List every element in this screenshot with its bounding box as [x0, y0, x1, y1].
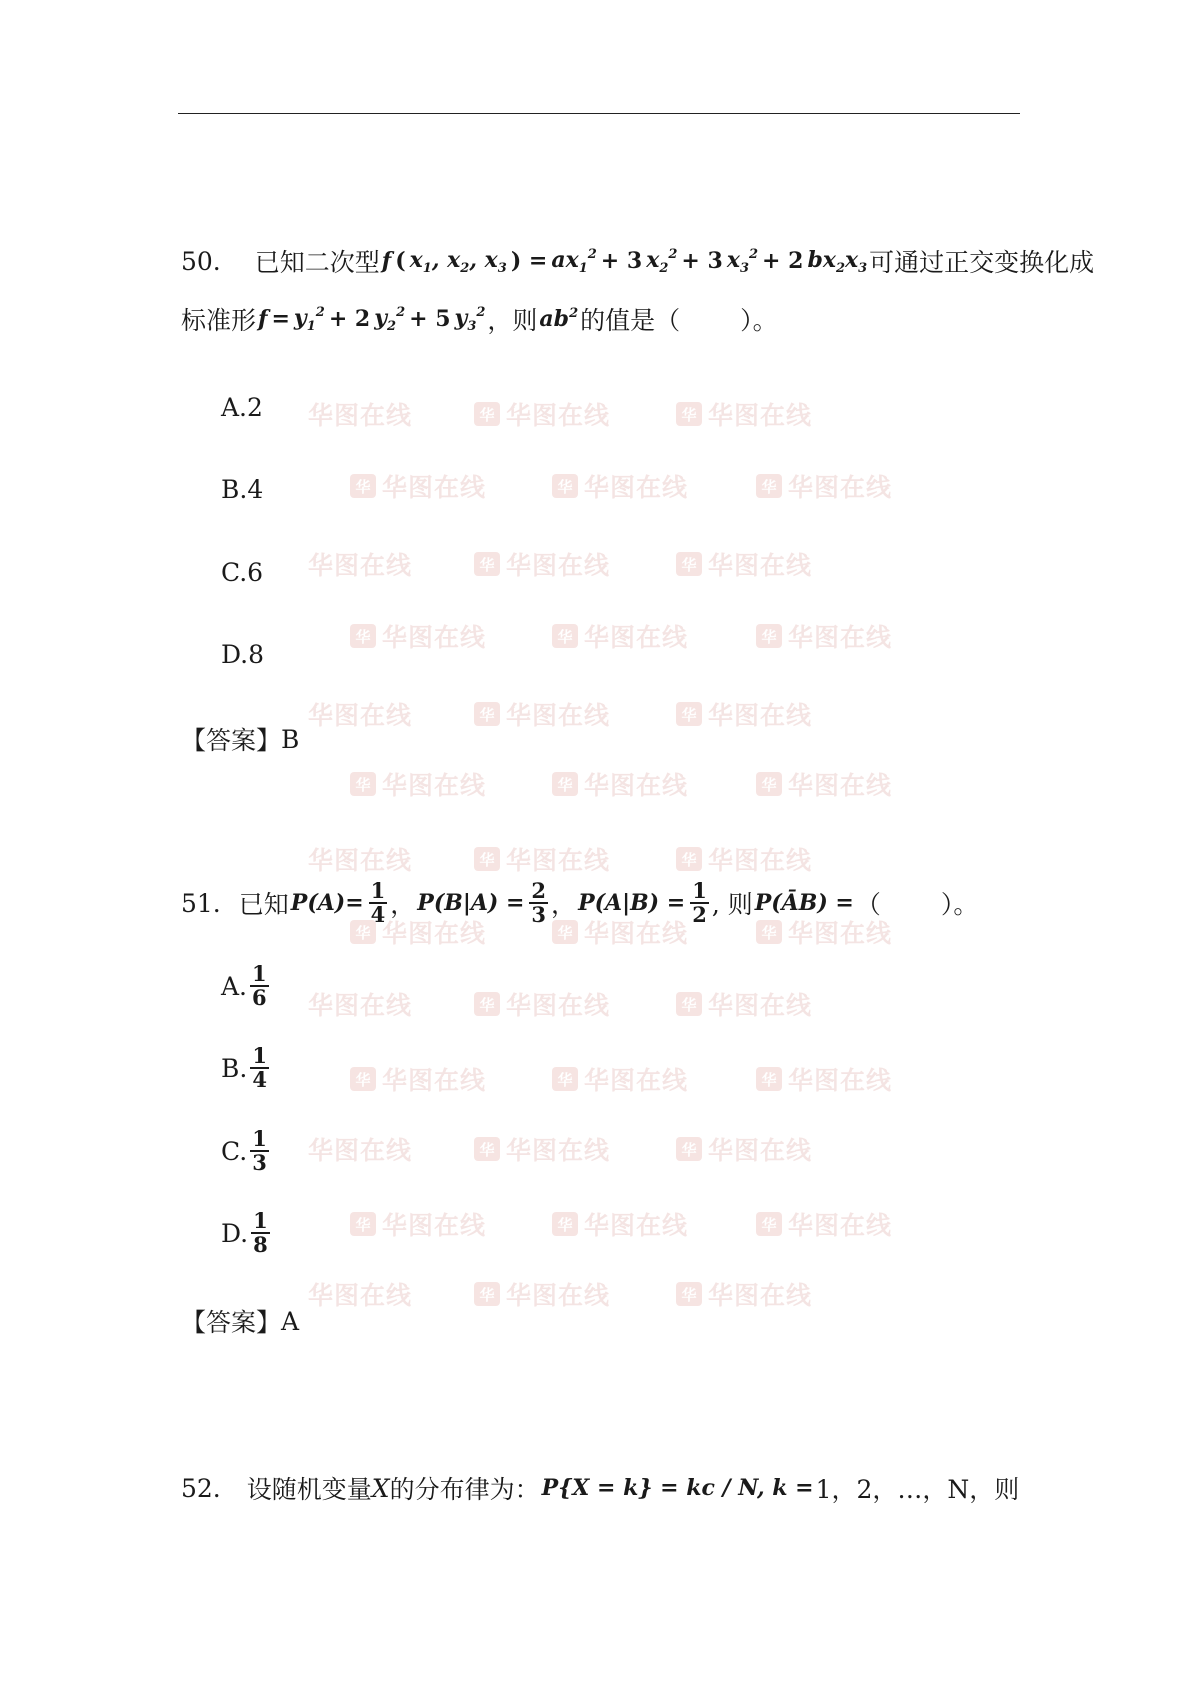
watermark-text: 华图在线	[308, 401, 413, 430]
watermark-logo-icon: 华	[676, 552, 702, 576]
watermark-text: 华图在线	[506, 701, 611, 730]
watermark-text: 华图在线	[308, 991, 413, 1020]
random-variable: X	[371, 1473, 390, 1503]
watermark-logo-icon: 华	[756, 624, 782, 648]
watermark-logo	[676, 986, 812, 1022]
watermark-text: 华图在线	[708, 846, 813, 875]
watermark-text: 华图在线	[382, 919, 487, 948]
watermark-text: 华图在线	[506, 551, 611, 580]
option-b[interactable]: B.4	[221, 475, 264, 504]
watermark-logo	[552, 618, 688, 654]
watermark-logo	[474, 546, 610, 582]
watermark-logo	[552, 1206, 688, 1242]
answer-value: B	[281, 724, 300, 754]
answer-line	[181, 721, 299, 757]
watermark-text: 华图在线	[308, 701, 413, 730]
fraction: $\frac{1}{3}$	[252, 1126, 267, 1176]
watermark-logo	[350, 618, 486, 654]
watermark-text: 华图在线	[308, 551, 413, 580]
watermark-logo	[676, 396, 812, 432]
watermark-logo-icon: 华	[756, 772, 782, 796]
watermark-text: 华图在线	[584, 771, 689, 800]
watermark-logo	[756, 468, 892, 504]
watermark-logo	[474, 986, 610, 1022]
watermark-text: 华图在线	[788, 771, 893, 800]
watermark-text: 华图在线	[506, 1136, 611, 1165]
watermark-text: 华图在线	[788, 473, 893, 502]
fraction: $\frac{1}{4}$	[252, 1043, 267, 1093]
question-number: 50.	[181, 246, 221, 276]
fraction: $\frac{2}{3}$	[531, 878, 547, 928]
watermark-text: 华图在线	[506, 401, 611, 430]
answer-label: 【答案】	[181, 726, 282, 755]
watermark-logo-icon: 华	[350, 1212, 376, 1236]
watermark-logo-icon: 华	[756, 1067, 782, 1091]
watermark-logo-icon: 华	[474, 552, 500, 576]
watermark-logo	[308, 986, 412, 1022]
watermark-logo-icon: 华	[474, 402, 500, 426]
question-50-line-2: 标准形 f = $y_1^2$ + 2 $y_2^2$ + 5 $y_3^2$ ，则 $ab^2$ 的值是（ ）。	[181, 304, 778, 335]
watermark-logo	[676, 1276, 812, 1312]
header-rule	[178, 113, 1020, 114]
watermark-text: 华图在线	[382, 623, 487, 652]
watermark-logo-icon: 华	[756, 920, 782, 944]
watermark-logo-icon: 华	[474, 847, 500, 871]
watermark-logo	[350, 766, 486, 802]
watermark-text: 华图在线	[584, 919, 689, 948]
watermark-logo	[308, 1276, 412, 1312]
watermark-logo	[474, 396, 610, 432]
fraction: $\frac{1}{4}$	[370, 878, 386, 928]
option-c[interactable]: C. $\frac{1}{3}$	[221, 1126, 267, 1176]
watermark-logo-icon: 华	[676, 847, 702, 871]
watermark-logo	[474, 1131, 610, 1167]
watermark-logo	[552, 1061, 688, 1097]
watermark-logo-icon: 华	[350, 474, 376, 498]
fraction: $\frac{1}{2}$	[692, 878, 707, 928]
watermark-logo-icon: 华	[552, 624, 578, 648]
watermark-logo	[676, 546, 812, 582]
watermark-logo	[756, 1206, 892, 1242]
watermark-logo-icon: 华	[552, 772, 578, 796]
question-number: 51.	[181, 888, 221, 918]
watermark-logo	[350, 468, 486, 504]
question-52-line-1: 52. 设随机变量 X 的分布律为： P{X = k} = kc / N, k = 1，2，…，N，则	[181, 1473, 1020, 1504]
watermark-logo	[308, 696, 412, 732]
watermark-logo-icon: 华	[552, 1067, 578, 1091]
watermark-logo-icon: 华	[676, 992, 702, 1016]
option-a[interactable]: A.2	[221, 393, 263, 422]
watermark-logo-icon: 华	[552, 474, 578, 498]
watermark-logo-icon: 华	[756, 1212, 782, 1236]
watermark-logo	[350, 1206, 486, 1242]
watermark-logo-icon: 华	[676, 1137, 702, 1161]
watermark-logo-icon: 华	[350, 920, 376, 944]
question-number: 52.	[181, 1473, 221, 1503]
watermark-logo-icon: 华	[474, 702, 500, 726]
watermark-text: 华图在线	[308, 846, 413, 875]
watermark-text: 华图在线	[708, 1136, 813, 1165]
watermark-text: 华图在线	[506, 1281, 611, 1310]
p-a-formula: P(A)=	[290, 890, 364, 917]
fraction: $\frac{1}{8}$	[253, 1208, 268, 1258]
question-51-line-1: 51. 已知 P(A)= $\frac{1}{4}$ ， P(B|A) = $\frac{2}{3}$ ， P(A|B) = $\frac{1}{2}$ , 则 P(ĀB) = （ ）。	[181, 878, 979, 928]
watermark-logo	[756, 618, 892, 654]
option-d[interactable]: D. $\frac{1}{8}$	[221, 1208, 268, 1258]
watermark-logo	[552, 766, 688, 802]
watermark-text: 华图在线	[708, 551, 813, 580]
watermark-logo-icon: 华	[350, 772, 376, 796]
watermark-logo-icon: 华	[474, 1282, 500, 1306]
watermark-text: 华图在线	[584, 473, 689, 502]
watermark-text: 华图在线	[708, 401, 813, 430]
watermark-logo	[676, 1131, 812, 1167]
ab-squared-formula: $ab^2$	[539, 306, 579, 332]
watermark-text: 华图在线	[382, 1066, 487, 1095]
watermark-logo	[474, 1276, 610, 1312]
watermark-logo	[308, 396, 412, 432]
watermark-text: 华图在线	[584, 1066, 689, 1095]
option-b[interactable]: B. $\frac{1}{4}$	[221, 1043, 267, 1093]
watermark-logo	[350, 1061, 486, 1097]
watermark-text: 华图在线	[308, 1281, 413, 1310]
watermark-logo-icon: 华	[350, 1067, 376, 1091]
watermark-logo	[676, 696, 812, 732]
watermark-text: 华图在线	[308, 1136, 413, 1165]
watermark-logo-icon: 华	[756, 474, 782, 498]
option-d[interactable]: D.8	[221, 640, 265, 669]
option-a[interactable]: A. $\frac{1}{6}$	[221, 961, 267, 1011]
watermark-logo-icon: 华	[474, 992, 500, 1016]
question-50-line-1: 50. 已知二次型 f ( $x_1$, $x_2$, $x_3$ ) = $ax_1^2$ + 3 $x_2^2$ + 3 $x_3^2$ + 2 $bx_2x_3$ 可通过正交变换化成	[181, 243, 1094, 279]
target-probability-formula: P(ĀB) =	[754, 890, 854, 917]
watermark-text: 华图在线	[788, 919, 893, 948]
watermark-text: 华图在线	[708, 1281, 813, 1310]
watermark-logo-icon: 华	[552, 1212, 578, 1236]
watermark-logo	[756, 1061, 892, 1097]
watermark-logo	[756, 766, 892, 802]
watermark-logo	[474, 841, 610, 877]
option-c[interactable]: C.6	[221, 558, 264, 587]
watermark-logo	[308, 546, 412, 582]
watermark-text: 华图在线	[584, 623, 689, 652]
question-text-continued: 可通过正交变换化成	[869, 248, 1095, 277]
watermark-text: 华图在线	[382, 473, 487, 502]
watermark-text: 华图在线	[708, 991, 813, 1020]
distribution-formula: P{X = k} = kc / N, k =	[541, 1475, 814, 1501]
watermark-text: 华图在线	[788, 623, 893, 652]
question-text: 已知二次型	[254, 248, 380, 277]
watermark-logo	[474, 696, 610, 732]
watermark-logo	[308, 841, 412, 877]
watermark-text: 华图在线	[708, 701, 813, 730]
p-a-given-b-formula: P(A|B) =	[578, 890, 686, 917]
watermark-text: 华图在线	[382, 1211, 487, 1240]
watermark-text: 华图在线	[382, 771, 487, 800]
watermark-text: 华图在线	[584, 1211, 689, 1240]
p-b-given-a-formula: P(B|A) =	[417, 890, 525, 917]
watermark-logo-icon: 华	[676, 702, 702, 726]
watermark-logo-icon: 华	[474, 1137, 500, 1161]
answer-line	[181, 1303, 299, 1339]
watermark-logo	[308, 1131, 412, 1167]
watermark-logo-icon: 华	[350, 624, 376, 648]
answer-label: 【答案】	[181, 1308, 282, 1337]
watermark-text: 华图在线	[506, 991, 611, 1020]
watermark-logo	[552, 468, 688, 504]
quadratic-form-formula: f	[381, 248, 392, 274]
watermark-text: 华图在线	[788, 1066, 893, 1095]
watermark-logo-icon: 华	[676, 1282, 702, 1306]
watermark-text: 华图在线	[788, 1211, 893, 1240]
watermark-logo-icon: 华	[552, 920, 578, 944]
fraction: $\frac{1}{6}$	[252, 961, 267, 1011]
standard-form-formula: f	[258, 306, 268, 332]
watermark-text: 华图在线	[506, 846, 611, 875]
answer-value: A	[281, 1306, 300, 1336]
watermark-logo	[676, 841, 812, 877]
watermark-logo-icon: 华	[676, 402, 702, 426]
